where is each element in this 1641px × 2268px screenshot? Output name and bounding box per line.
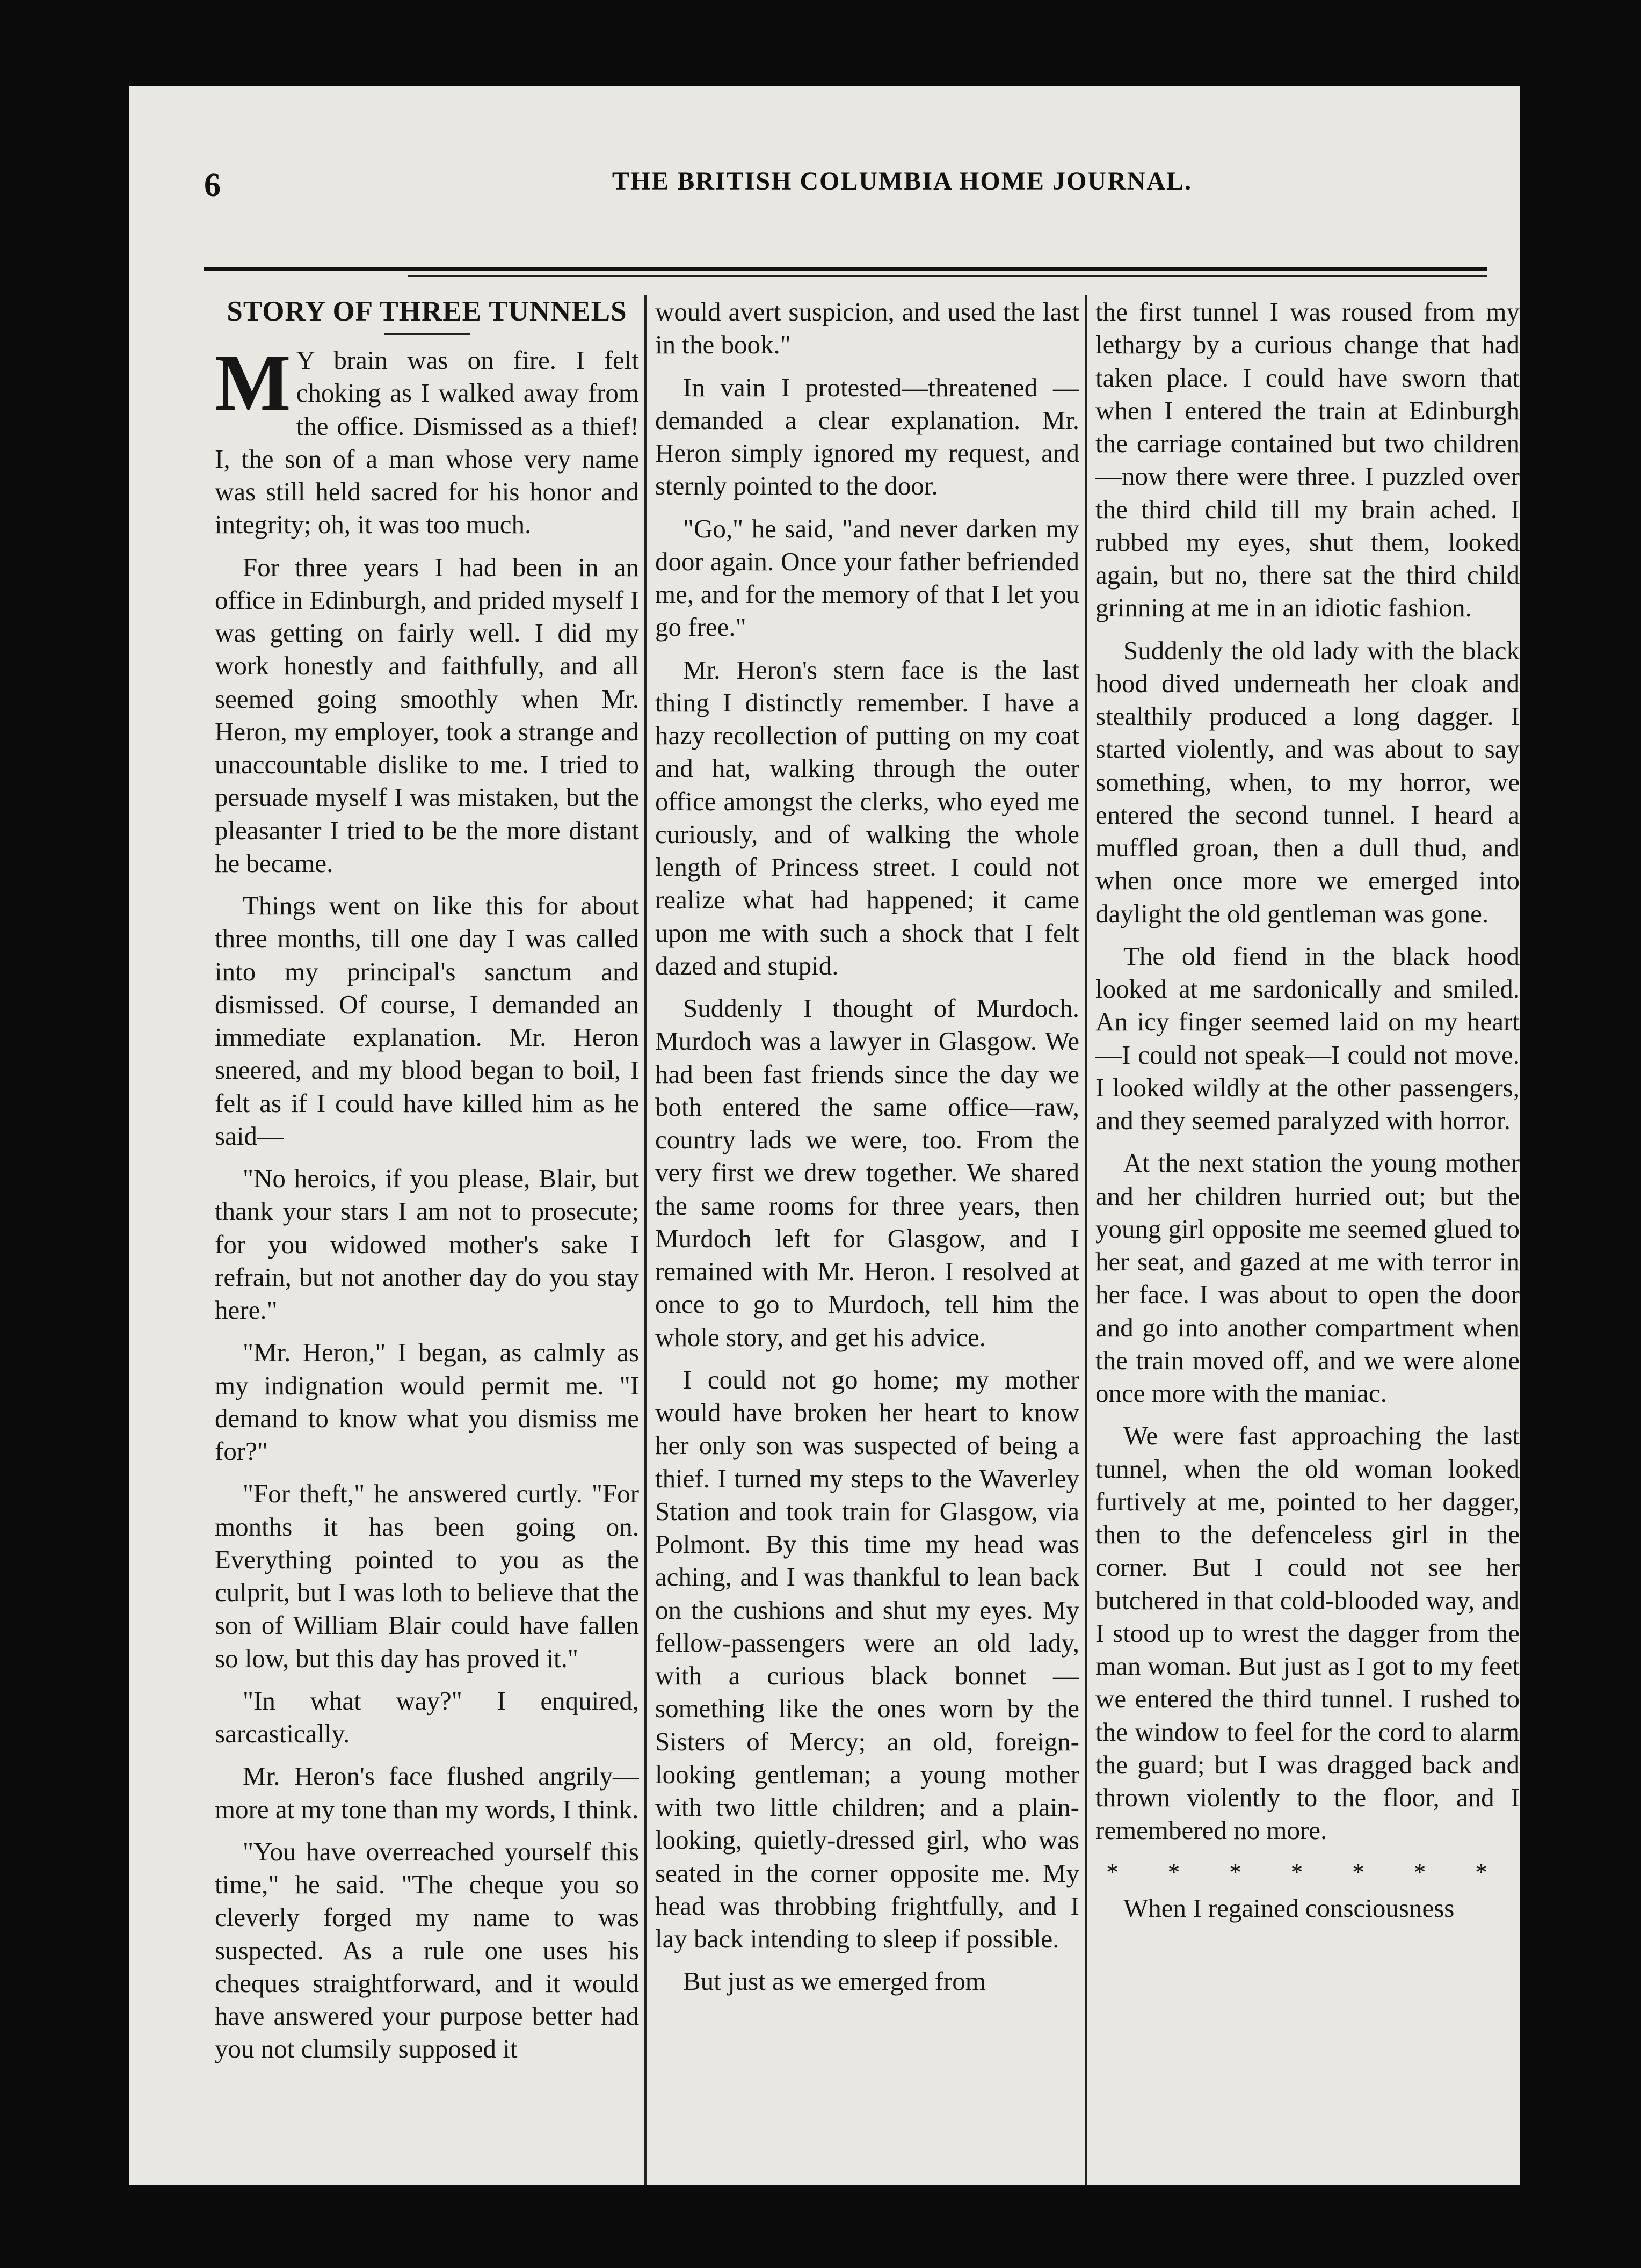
column-divider [644,295,647,2185]
paragraph: "For theft," he answered curtly. "For months it has been going on. Everything pointed to you as the culprit, but I was loth to believe that the son of William Blair could have fallen so low, but this day has proved it." [215,1479,639,1673]
paragraph: Things went on like this for about three months, till one day I was called into my principal's sanctum and dismissed. Of course, I demanded an immediate explanation. Mr. Heron sneered, and my blood began to boil, I felt as if I could have killed him as he said— [215,891,639,1151]
paragraph: Suddenly the old lady with the black hood dived underneath her cloak and stealthily produced a long dagger. I started violently, and was about to say something, when, to my horror, we entered the second tunnel. I heard a muffled groan, then a dull thud, and when once more we emerged into daylight the old gentleman was gone. [1095,635,1520,928]
paragraph: When I regained consciousness [1123,1893,1455,1923]
title-rule [384,333,470,335]
paragraph [215,338,639,541]
page-header [204,166,1482,226]
paragraph: "No heroics, if you please, Blair, but thank your stars I am not to prosecute; for you widowed mother's sake I refrain, but not another day do you stay here." [215,1164,639,1325]
column-3 [1095,295,1520,2185]
paragraph-text: Y brain was on fire. I felt choking as I walked away from the office. Dismissed as a thief! I, the son of a man whose very name was still held sacred for his honor and integrity; oh, it was too much. [215,345,639,540]
drop-cap: M [215,338,291,427]
column-1 [215,295,639,2185]
paragraph: For three years I had been in an office in Edinburgh, and prided myself I was getting on fairly well. I did my work honestly and faithfully, and all seemed going smoothly when Mr. Heron, my employer, took a strange and unaccountable dislike to me. I tried to persuade myself I was mistaken, but the pleasanter I tried to be the more distant he became. [215,552,639,878]
section-break-stars: * * * * * * * [1106,1858,1509,1886]
header-rule [204,267,1487,271]
paragraph: At the next station the young mother and her children hurried out; but the young girl opposite me seemed glued to her seat, and gazed at me with terror in her face. I was about to open the door and go into another compartment when the train moved off, and we were alone once more with the maniac. [1095,1148,1520,1408]
paragraph: We were fast approaching the last tunnel, when the old woman looked furtively at me, pointed to her dagger, then to the defenceless girl in the corner. But I could not see her butchered in that cold-blooded way, and I stood up to wrest the dagger from the man woman. But just as I got to my feet we entered the third tunnel. I rushed to the window to feel for the cord to alarm the guard; but I was dragged back and thrown violently to the floor, and I remembered no more. [1095,1421,1520,1845]
paragraph: But just as we emerged from [683,1966,986,1996]
paragraph: I could not go home; my mother would have broken her heart to know her only son was suspected of being a thief. I turned my steps to the Waverley Station and took train for Glasgow, via Polmont. By this time my head was aching, and I was thankful to lean back on the cushions and shut my eyes. My fellow-passengers were an old lady, with a curious black bonnet —something like the ones worn by the Sisters of Mercy; an old, foreign-looking gentleman; a young mother with two little children; and a plain-looking, quietly-dressed girl, who was seated in the corner opposite me. My head was throbbing frightfully, and I lay back intending to sleep if possible. [655,1364,1079,1953]
paragraph: Mr. Heron's stern face is the last thing I distinctly remember. I have a hazy recollection of putting on my coat and hat, walking through the outer office amongst the clerks, who eyed me curiously, and of walking the whole length of Princess street. I could not realize what had happened; it came upon me with such a shock that I felt dazed and stupid. [655,655,1079,980]
running-head: THE BRITISH COLUMBIA HOME JOURNAL. [612,167,1193,195]
paragraph: "You have overreached yourself this time," he said. "The cheque you so cleverly forged my name to was suspected. As a rule one uses his cheques straightforward, and it would have answered your purpose better had you not clumsily supposed it [215,1836,639,2064]
paragraph: would avert suspicion, and used the last in the book." [655,297,1079,360]
paragraph: In vain I protested—threatened —demanded a clear explanation. Mr. Heron simply ignored my request, and sternly pointed to the door. [655,372,1079,501]
paragraph: The old fiend in the black hood looked at me sardonically and smiled. An icy finger seemed laid on my heart—I could not speak—I could not move. I looked wildly at the other passengers, and they seemed paralyzed with horror. [1095,941,1520,1135]
paragraph: Suddenly I thought of Murdoch. Murdoch was a lawyer in Glasgow. We had been fast friends since the day we both entered the same office—raw, country lads we were, too. From the very first we drew together. We shared the same rooms for three years, then Murdoch left for Glasgow, and I remained with Mr. Heron. I resolved at once to go to Murdoch, tell him the whole story, and get his advice. [655,993,1079,1352]
column-2 [655,295,1079,2185]
paragraph: "In what way?" I enquired, sarcastically. [215,1685,639,1748]
newspaper-page [129,86,1520,2223]
paragraph: Mr. Heron's face flushed angrily—more at my tone than my words, I think. [215,1761,639,1824]
column-divider [1085,295,1087,2185]
paragraph: "Go," he said, "and never darken my door again. Once your father befriended me, and for the memory of that I let you go free." [655,513,1079,642]
story-title: STORY OF THREE TUNNELS [227,296,627,327]
paragraph: the first tunnel I was roused from my lethargy by a curious change that had taken place. I could have sworn that when I entered the train at Edinburgh the carriage contained but two children—now there were three. I puzzled over the third child till my brain ached. I rubbed my eyes, shut them, looked again, but no, there sat the third child grinning at me in an idiotic fashion. [1095,297,1520,623]
paragraph: "Mr. Heron," I began, as calmly as my indignation would permit me. "I demand to know what you dismiss me for?" [215,1337,639,1466]
page-number: 6 [204,167,221,203]
header-rule-secondary [408,275,1487,277]
